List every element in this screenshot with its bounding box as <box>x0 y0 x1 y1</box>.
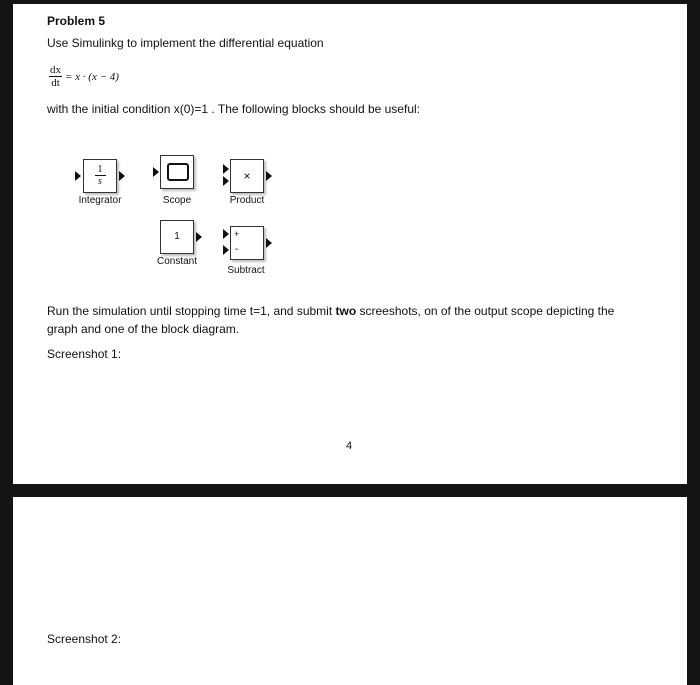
run-instruction-post: screeshots, on of the output scope depicting the <box>356 304 615 318</box>
constant-output-port-icon <box>196 232 202 242</box>
subtract-input-port-2-icon <box>223 245 229 255</box>
product-output-port-icon <box>266 171 272 181</box>
subtract-output-port-icon <box>266 238 272 248</box>
product-block-body <box>230 159 264 193</box>
product-input-port-2-icon <box>223 176 229 186</box>
product-input-port-1-icon <box>223 164 229 174</box>
integrator-numerator: 1 <box>95 164 106 176</box>
differential-equation <box>49 64 119 89</box>
run-instruction-line-1 <box>47 304 614 319</box>
constant-label: Constant <box>156 256 198 267</box>
derivative-fraction <box>49 64 62 89</box>
document-page-1 <box>13 4 687 484</box>
integrator-block-body <box>83 159 117 193</box>
integrator-transfer-function <box>84 164 116 187</box>
constant-block-body <box>160 220 194 254</box>
problem-title: Problem 5 <box>47 14 106 28</box>
screenshot-1-label: Screenshot 1: <box>47 347 122 361</box>
initial-condition-text: with the initial condition x(0)=1 . The following blocks should be useful: <box>47 102 420 116</box>
product-symbol: × <box>243 169 251 183</box>
equation-denominator: dt <box>51 77 60 89</box>
integrator-input-port-icon <box>75 171 81 181</box>
scope-screen-icon <box>167 163 189 181</box>
instruction-text: Use Simulinkg to implement the differential equation <box>47 36 324 50</box>
page-number: 4 <box>346 440 353 452</box>
run-instruction-bold: two <box>335 304 357 318</box>
scope-label: Scope <box>162 195 192 206</box>
integrator-label: Integrator <box>78 195 122 206</box>
equation-rhs: = x · (x − 4) <box>65 70 119 83</box>
subtract-input-port-1-icon <box>223 229 229 239</box>
scope-input-port-icon <box>153 167 159 177</box>
equation-numerator: dx <box>50 64 61 76</box>
subtract-label: Subtract <box>227 265 265 276</box>
integrator-output-port-icon <box>119 171 125 181</box>
integrator-denominator: s <box>98 176 102 187</box>
run-instruction-pre: Run the simulation until stopping time t=1, and submit <box>47 304 336 318</box>
screenshot-2-label: Screenshot 2: <box>47 632 122 646</box>
scope-block-body <box>160 155 194 189</box>
subtract-plus-sign: + <box>234 229 240 239</box>
subtract-minus-sign: - <box>235 244 239 255</box>
subtract-block-body <box>230 226 264 260</box>
product-label: Product <box>229 195 265 206</box>
constant-value: 1 <box>174 231 180 242</box>
run-instruction-line-2: graph and one of the block diagram. <box>47 322 240 336</box>
document-page-2 <box>13 497 687 685</box>
